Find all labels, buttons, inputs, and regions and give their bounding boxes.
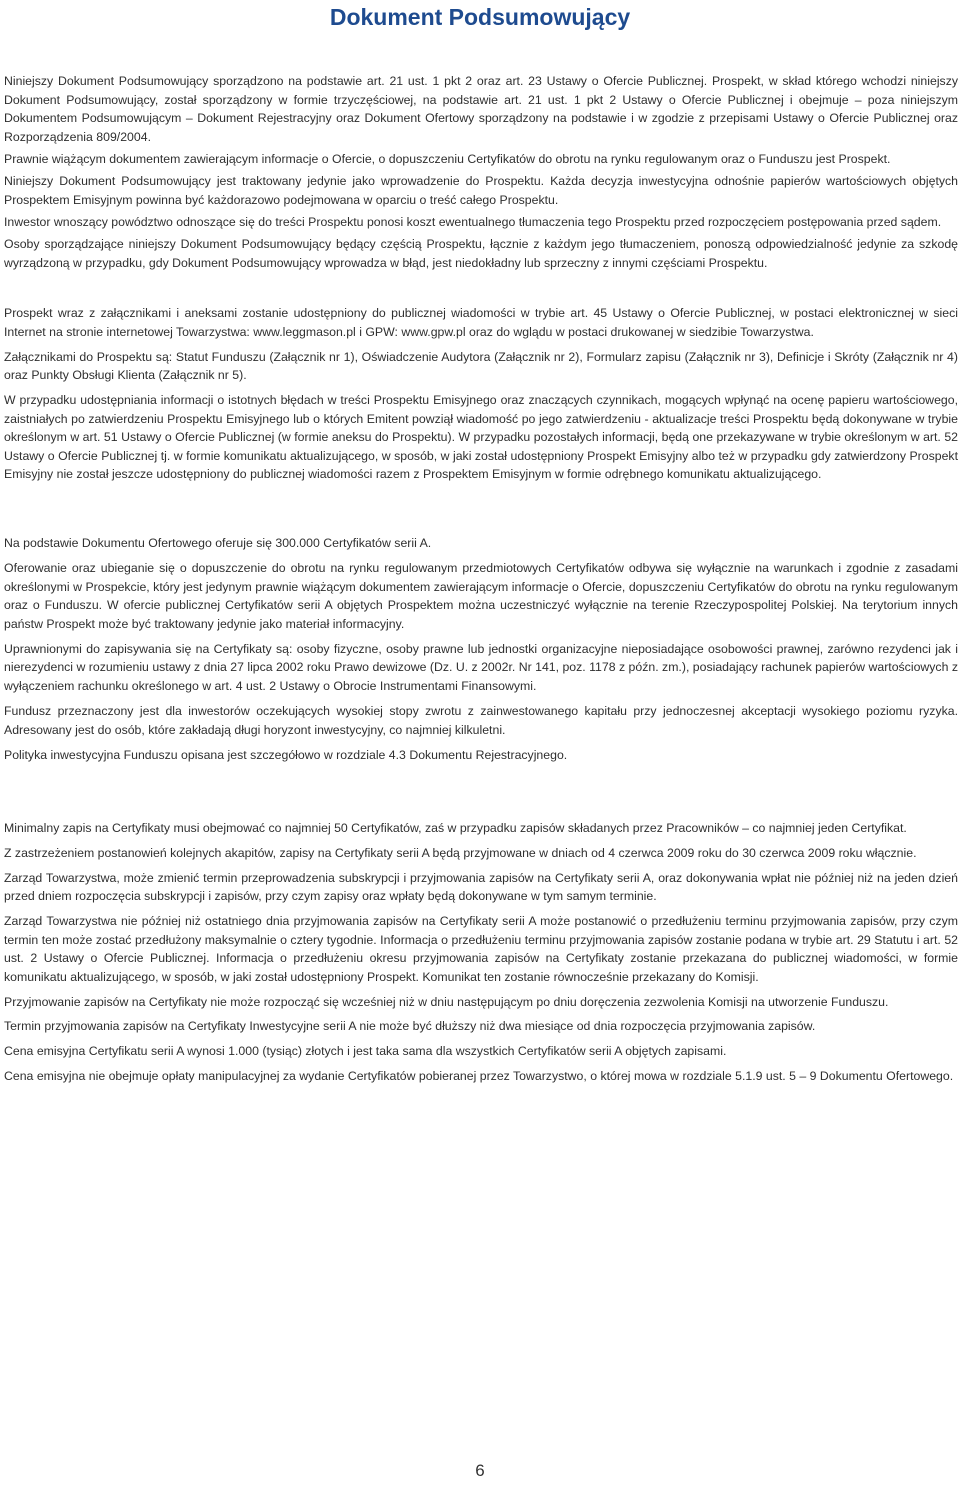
section-summary-intro bbox=[4, 72, 958, 272]
paragraph: Termin przyjmowania zapisów na Certyfikaty Inwestycyjne serii A nie może być dłuższy niż dwa miesiące od dnia rozpoczęcia przyjmowania zapisów. bbox=[4, 1019, 816, 1034]
paragraph: Uprawnionymi do zapisywania się na Certyfikaty są: osoby fizyczne, osoby prawne lub jednostki organizacyjne nieposiadające osobowości prawnej, zarówno rezydenci jak i nierezydenci w rozumieniu ustawy z dnia 27 lipca 2002 roku Prawo dewizowe (Dz. U. z 2002r. Nr 141, poz. 1178 z późn. zm.), posiadający rachunek papierów wartościowych z wyłączeniem rachunku określonego w art. 4 ust. 2 Ustawy o Obrocie Instrumentami Finansowymi. bbox=[4, 641, 958, 693]
paragraph: Załącznikami do Prospektu są: Statut Funduszu (Załącznik nr 1), Oświadczenie Audytora (Załącznik nr 2), Formularz zapisu (Załącznik nr 3), Definicje i Skróty (Załącznik nr 4) oraz Punkty Obsługi Klienta (Załącznik nr 5). bbox=[4, 349, 958, 383]
paragraph: Inwestor wnoszący powództwo odnoszące się do treści Prospektu ponosi koszt ewentualnego tłumaczenia tego Prospektu przed rozpoczęciem postępowania przed sądem. bbox=[4, 214, 942, 229]
page-number: 6 bbox=[475, 1461, 485, 1480]
document-body bbox=[4, 72, 958, 1092]
paragraph: Fundusz przeznaczony jest dla inwestorów oczekujących wysokiej stopy zwrotu z zainwestowanego kapitału przy jednoczesnej akceptacji wysokiego poziomu ryzyka. Adresowany jest do osób, które zakładają długi horyzont inwestycyjny, co najmniej kilkuletni. bbox=[4, 703, 958, 737]
section-subscriptions bbox=[4, 819, 958, 1085]
paragraph: Przyjmowanie zapisów na Certyfikaty nie może rozpocząć się wcześniej niż w dniu następującym po dniu doręczenia zezwolenia Komisji na utworzenie Funduszu. bbox=[4, 994, 889, 1009]
paragraph: Oferowanie oraz ubieganie się o dopuszczenie do obrotu na rynku regulowanym przedmiotowych Certyfikatów odbywa się wyłącznie na warunkach i zgodnie z zasadami określonymi w Prospekcie, który jest jedynym prawnie wiążącym dokumentem zawierającym informacje o Ofercie, dopuszczeniu Certyfikatów do obrotu na rynku regulowanym oraz o Funduszu. W ofercie publicznej Certyfikatów serii A objętych Prospektem można uczestniczyć wyłącznie na terenie Rzeczypospolitej Polskiej. Na terytorium innych państw Prospekt może być traktowany jedynie jako materiał informacyjny. bbox=[4, 561, 958, 631]
paragraph: Minimalny zapis na Certyfikaty musi obejmować co najmniej 50 Certyfikatów, zaś w przypadku zapisów składanych przez Pracowników – co najmniej jeden Certyfikat. bbox=[4, 821, 907, 836]
paragraph: Prawnie wiążącym dokumentem zawierającym informacje o Ofercie, o dopuszczeniu Certyfikatów do obrotu na rynku regulowanym oraz o Funduszu jest Prospekt. bbox=[4, 151, 891, 166]
paragraph: Cena emisyjna Certyfikatu serii A wynosi 1.000 (tysiąc) złotych i jest taka sama dla wszystkich Certyfikatów serii A objętych zapisami. bbox=[4, 1044, 727, 1059]
paragraph: Polityka inwestycyjna Funduszu opisana jest szczegółowo w rozdziale 4.3 Dokumentu Rejestracyjnego. bbox=[4, 747, 568, 762]
paragraph: Zarząd Towarzystwa nie później niż ostatniego dnia przyjmowania zapisów na Certyfikaty serii A może postanowić o przedłużeniu terminu przyjmowania zapisów, przy czym termin ten może zostać przedłużony maksymalnie o cztery tygodnie. Informacja o przedłużeniu terminu przyjmowania zapisów zostanie podana w trybie art. 29 Statutu i art. 52 ust. 2 Ustawy o Ofercie Publicznej. Informacja o przedłużeniu okresu przyjmowania zapisów na Certyfikaty zostanie przekazana do publicznej wiadomości, w formie komunikatu aktualizującego, w sposób, w jaki został udostępniony Prospekt. Komunikat ten zostanie równocześnie przekazany do Komisji. bbox=[4, 914, 958, 984]
paragraph: Z zastrzeżeniem postanowień kolejnych akapitów, zapisy na Certyfikaty serii A będą przyjmowane w dniach od 4 czerwca 2009 roku do 30 czerwca 2009 roku włącznie. bbox=[4, 845, 917, 860]
paragraph: Niniejszy Dokument Podsumowujący sporządzono na podstawie art. 21 ust. 1 pkt 2 oraz art. 23 Ustawy o Ofercie Publicznej. Prospekt, w skład którego wchodzi niniejszy Dokument Podsumowujący, został sporządzony w formie trzyczęściowej, na podstawie art. 21 ust. 1 pkt 2 Ustawy o Ofercie Publicznej i obejmuje – poza niniejszym Dokumentem Podsumowującym – Dokument Rejestracyjny oraz Dokument Ofertowy sporządzony na podstawie i w zgodzie z przepisami Ustawy o Ofercie Publicznej oraz Rozporządzenia 809/2004. bbox=[4, 74, 958, 144]
paragraph: Osoby sporządzające niniejszy Dokument Podsumowujący będący częścią Prospektu, łącznie z każdym jego tłumaczeniem, ponoszą odpowiedzialność jedynie za szkodę wyrządzoną w przypadku, gdy Dokument Podsumowujący wprowadza w błąd, jest niedokładny lub sprzeczny z innymi częściami Prospektu. bbox=[4, 237, 958, 270]
paragraph: Niniejszy Dokument Podsumowujący jest traktowany jedynie jako wprowadzenie do Prospektu. Każda decyzja inwestycyjna odnośnie papierów wartościowych objętych Prospektem Emisyjnym powinna być każdorazowo podejmowana w oparciu o treść całego Prospektu. bbox=[4, 174, 958, 207]
paragraph: Na podstawie Dokumentu Ofertowego oferuje się 300.000 Certyfikatów serii A. bbox=[4, 536, 432, 551]
section-prospectus-availability bbox=[4, 304, 958, 484]
paragraph: Cena emisyjna nie obejmuje opłaty manipulacyjnej za wydanie Certyfikatów pobieranej przez Towarzystwo, o której mowa w rozdziale 5.1.9 ust. 5 – 9 Dokumentu Ofertowego. bbox=[4, 1068, 954, 1083]
section-offer bbox=[4, 534, 958, 764]
paragraph: Zarząd Towarzystwa, może zmienić termin przeprowadzenia subskrypcji i przyjmowania zapisów na Certyfikaty serii A, oraz dokonywania wpłat nie później niż na jeden dzień przed dniem rozpoczęcia subskrypcji i zapisów, przy czym zapisy oraz wpłaty będą dokonywane w tym samym terminie. bbox=[4, 870, 958, 904]
document-title: Dokument Podsumowujący bbox=[329, 4, 631, 30]
paragraph: Prospekt wraz z załącznikami i aneksami zostanie udostępniony do publicznej wiadomości w trybie art. 45 Ustawy o Ofercie Publicznej, w postaci elektronicznej w sieci Internet na stronie internetowej Towarzystwa: www.leggmason.pl i GPW: www.gpw.pl oraz do wglądu w postaci drukowanej w siedzibie Towarzystwa. bbox=[4, 306, 958, 339]
paragraph: W przypadku udostępniania informacji o istotnych błędach w treści Prospektu Emisyjnego oraz znaczących czynnikach, mogących wpłynąć na ocenę papieru wartościowego, zaistniałych po zatwierdzeniu Prospektu Emisyjnego lub o których Emitent powziął wiadomość po jego zatwierdzeniu - aktualizacje treści Prospektu będą dokonywane w trybie określonym w art. 51 Ustawy o Ofercie Publicznej (w formie aneksu do Prospektu). W przypadku pozostałych informacji, będą one przekazywane w trybie określonym w art. 52 Ustawy o Ofercie Publicznej tj. w formie komunikatu aktualizującego, w sposób, w jaki został udostępniony Prospekt Emisyjny albo też w przypadku gdy zatwierdzony Prospekt Emisyjny nie został jeszcze udostępniony do publicznej wiadomości razem z Prospektem Emisyjnym w formie odrębnego komunikatu aktualizującego. bbox=[4, 393, 958, 482]
